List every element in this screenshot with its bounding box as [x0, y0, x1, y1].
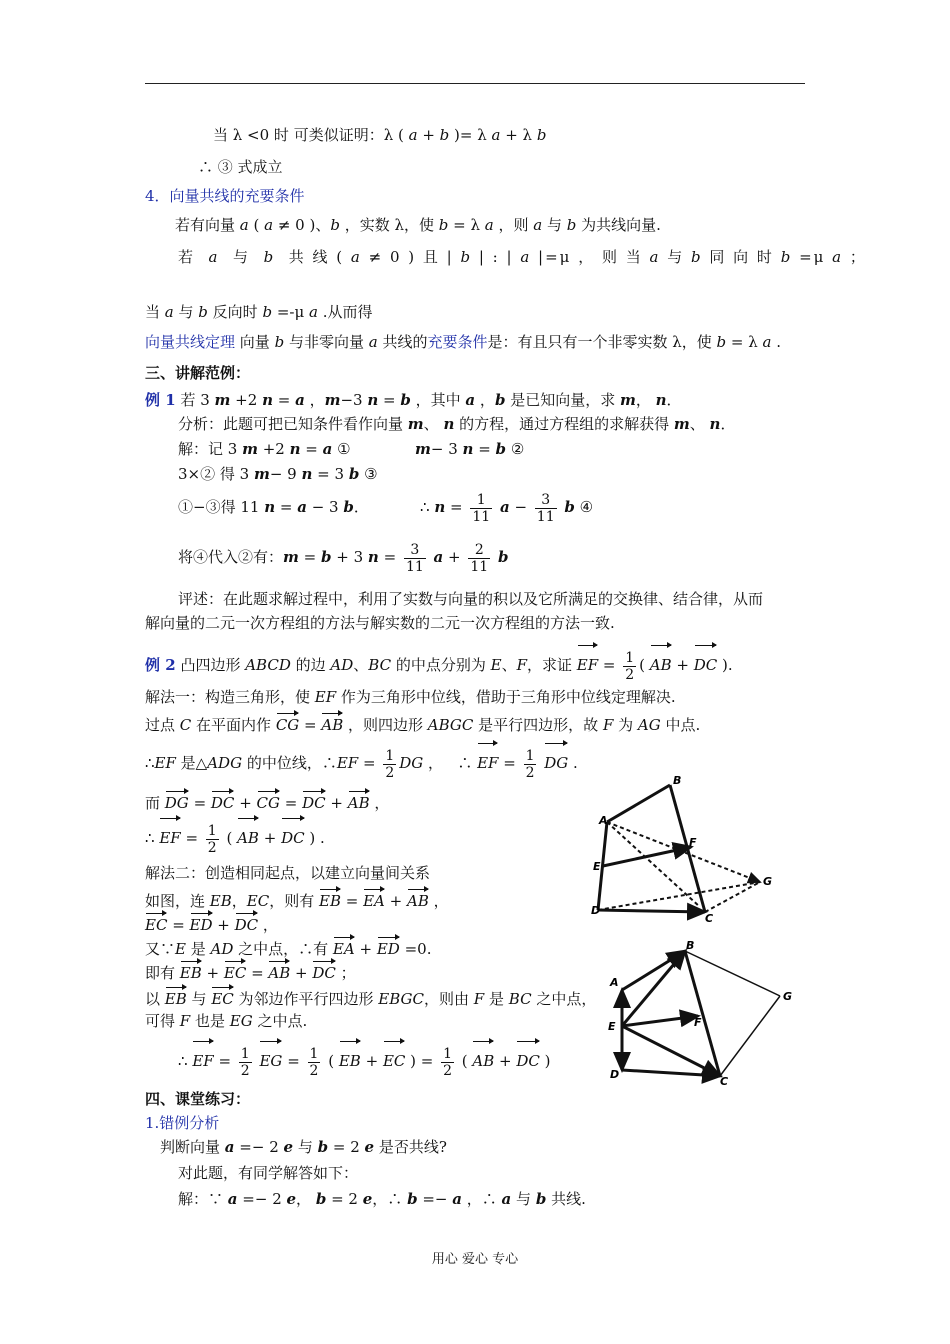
method-1-line-4: 而 DG = DC + CG = DC + AB ， [145, 788, 389, 814]
section-4b-title: 四、课堂练习： [145, 1090, 251, 1108]
method-2-line-3: EC = ED + DC ， [145, 910, 278, 936]
example-1-step-4: 将④代入②有：m = b + 3 n = $\frac{3}{11}$ a + $\frac{2}{11}$ b [178, 541, 509, 575]
method-2-line-6: 以 EB 与 EC 为邻边作平行四边形 EBGC，则由 F 是 BC 之中点， [145, 984, 596, 1010]
figure-1-label-B: B [673, 774, 682, 787]
figure-2-label-E: E [608, 1020, 616, 1033]
practice-1-title: 1.错例分析 [145, 1114, 220, 1132]
method-2-line-1: 解法二：创造相同起点，以建立向量间关系 [145, 864, 431, 882]
figure-1-label-F: F [689, 836, 697, 849]
method-2-line-8: ∴ EF = $\frac{1}{2}$ EG = $\frac{1}{2}$ ( EB + EC ) = $\frac{1}{2}$ ( AB + DC ) [178, 1038, 551, 1080]
example-1: 例 1 若 3 m +2 n = a ，m−3 n = b ，其中 a ，b 是已知向量，求 m， n． [145, 391, 682, 409]
example-1-comment-2: 解向量的二元一次方程组的方法与解实数的二元一次方程组的方法一致. [145, 614, 615, 632]
method-2-line-5: 即有 EB + EC = AB + DC ； [145, 958, 356, 984]
example-1-step-3b: ∴ n = $\frac{1}{11}$ a − $\frac{3}{11}$ b ④ [420, 491, 594, 525]
line-collinear-def: 若有向量 a ( a ≠ 0 )、b ，实数 λ，使 b = λ a ，则 a 与 b 为共线向量. [175, 216, 661, 234]
example-2: 例 2 凸四边形 ABCD 的边 AD、BC 的中点分别为 E、F，求证 EF = $\frac{1}{2}$ ( AB + DC ). [145, 642, 733, 684]
figure-1-label-C: C [705, 912, 714, 922]
line-lambda-negative: 当 λ <0 时 可类似证明：λ ( a + b )= λ a + λ b [213, 126, 547, 144]
example-1-step-1a: 解：记 3 m +2 n = a ① [178, 440, 351, 458]
method-2-line-2: 如图，连 EB，EC，则有 EB = EA + AB ， [145, 886, 449, 912]
section-4-title: 4．向量共线的充要条件 [145, 187, 305, 205]
method-2-line-4: 又∵E 是 AD 之中点，∴有 EA + ED =0. [145, 934, 431, 960]
figure-2-label-B: B [686, 939, 695, 952]
example-1-step-3a: ①−③得 11 n = a − 3 b． [178, 498, 369, 516]
figure-1-label-E: E [593, 860, 601, 873]
figure-2-label-A: A [610, 976, 619, 989]
line-collinear-theorem: 向量共线定理 向量 b 与非零向量 a 共线的充要条件是：有且只有一个非零实数 λ，使 b = λ a . [145, 333, 782, 351]
method-2-line-7: 可得 F 也是 EG 之中点. [145, 1012, 308, 1030]
example-1-comment-1: 评述：在此题求解过程中，利用了实数与向量的积以及它所满足的交换律、结合律，从而 [178, 590, 764, 608]
practice-1-solution: 解：∵ a =− 2 e， b = 2 e，∴ b =− a ，∴ a 与 b 共线. [178, 1190, 586, 1208]
example-1-step-1b: m− 3 n = b ② [415, 440, 525, 458]
line-mu-same-direction: 若 a 与 b 共 线 ( a ≠ 0 ) 且 | b | : | a |=μ ， 则 当 a 与 b 同 向 时 b =μ a ； [178, 248, 867, 266]
figure-1-quadrilateral [585, 772, 785, 922]
method-1-line-5: ∴ EF = $\frac{1}{2}$ ( AB + DC ) . [145, 815, 325, 857]
figure-2-parallelogram [600, 938, 800, 1088]
header-rule [145, 83, 805, 84]
figure-2-label-G: G [783, 990, 793, 1003]
line-conclusion-3: ∴ ③ 式成立 [198, 158, 283, 176]
figure-1-label-G: G [763, 875, 773, 888]
method-1-line-2: 过点 C 在平面内作 CG = AB ，则四边形 ABGC 是平行四边形，故 F 为 AG 中点. [145, 710, 700, 736]
page-footer: 用心 爱心 专心 [431, 1252, 519, 1267]
line-mu-opposite: 当 a 与 b 反向时 b =-μ a .从而得 [145, 303, 373, 321]
figure-2-label-C: C [720, 1075, 729, 1088]
figure-1-label-A: A [599, 814, 608, 827]
figure-1-label-D: D [591, 904, 601, 917]
example-1-step-2: 3×② 得 3 m− 9 n = 3 b ③ [178, 465, 378, 483]
example-1-analysis: 分析：此题可把已知条件看作向量 m、 n 的方程，通过方程组的求解获得 m、 n． [178, 415, 736, 433]
section-3-title: 三、讲解范例： [145, 364, 251, 382]
practice-1-answer-intro: 对此题，有同学解答如下： [178, 1164, 359, 1182]
practice-1-question: 判断向量 a =− 2 e 与 b = 2 e 是否共线? [160, 1138, 447, 1156]
figure-2-label-D: D [610, 1068, 620, 1081]
figure-2-label-F: F [694, 1016, 702, 1029]
method-1-line-3: ∴EF 是△ADG 的中位线，∴EF = $\frac{1}{2}$ DG ， ∴ EF = $\frac{1}{2}$ DG . [145, 740, 578, 782]
method-1-line-1: 解法一：构造三角形，使 EF 作为三角形中位线，借助于三角形中位线定理解决. [145, 688, 676, 706]
